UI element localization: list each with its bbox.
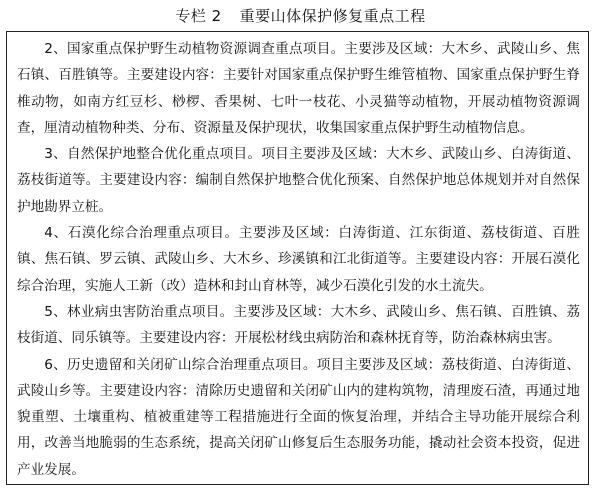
project-paragraph: 6、历史遗留和关闭矿山综合治理重点项目。项目主要涉及区域：荔枝街道、白涛街道、武陵山乡等。主要建设内容：清除历史遗留和关闭矿山内的建构筑物，清理废石渣，再通过地貌重塑、土壤重构、植被重建等工程措施进行全面的恢复治理，并结合主导功能开展综合利用，改善当地脆弱的生态系统，提高关闭矿山修复后生态服务功能，撬动社会资本投资，促进产业发展。 (17, 356, 580, 478)
project-paragraph: 5、林业病虫害防治重点项目。主要涉及区域：大木乡、武陵山乡、焦石镇、百胜镇、荔枝街道、同乐镇等。主要建设内容：开展松材线虫病防治和森林抚育等，防治森林病虫害。 (17, 303, 580, 347)
project-paragraph: 3、自然保护地整合优化重点项目。项目主要涉及区域：大木乡、武陵山乡、白涛街道、荔枝街道等。主要建设内容：编制自然保护地整合优化预案、自然保护地总体规划并对自然保护地勘界立桩。 (17, 146, 580, 215)
project-box (6, 31, 589, 485)
project-paragraph: 4、石漠化综合治理重点项目。主要涉及区域：白涛街道、江东街道、荔枝街道、百胜镇、焦石镇、罗云镇、武陵山乡、大木乡、珍溪镇和江北街道等。主要建设内容：开展石漠化综合治理，实施人工新（改）造林和封山育林等，减少石漠化引发的水土流失。 (17, 225, 580, 294)
caption-label: 专栏 2 (175, 7, 222, 25)
table-caption (0, 6, 601, 26)
caption-title: 重要山体保护修复重点工程 (239, 7, 426, 25)
project-paragraph: 2、国家重点保护野生动植物资源调查重点项目。主要涉及区域：大木乡、武陵山乡、焦石镇、百胜镇等。主要建设内容：主要针对国家重点保护野生维管植物、国家重点保护野生脊椎动物，如南方红豆杉、桫椤、香果树、七叶一枝花、小灵猫等动植物，开展动植物资源调查，厘清动植物种类、分布、资源量及保护现状，收集国家重点保护野生动植物信息。 (17, 41, 580, 136)
